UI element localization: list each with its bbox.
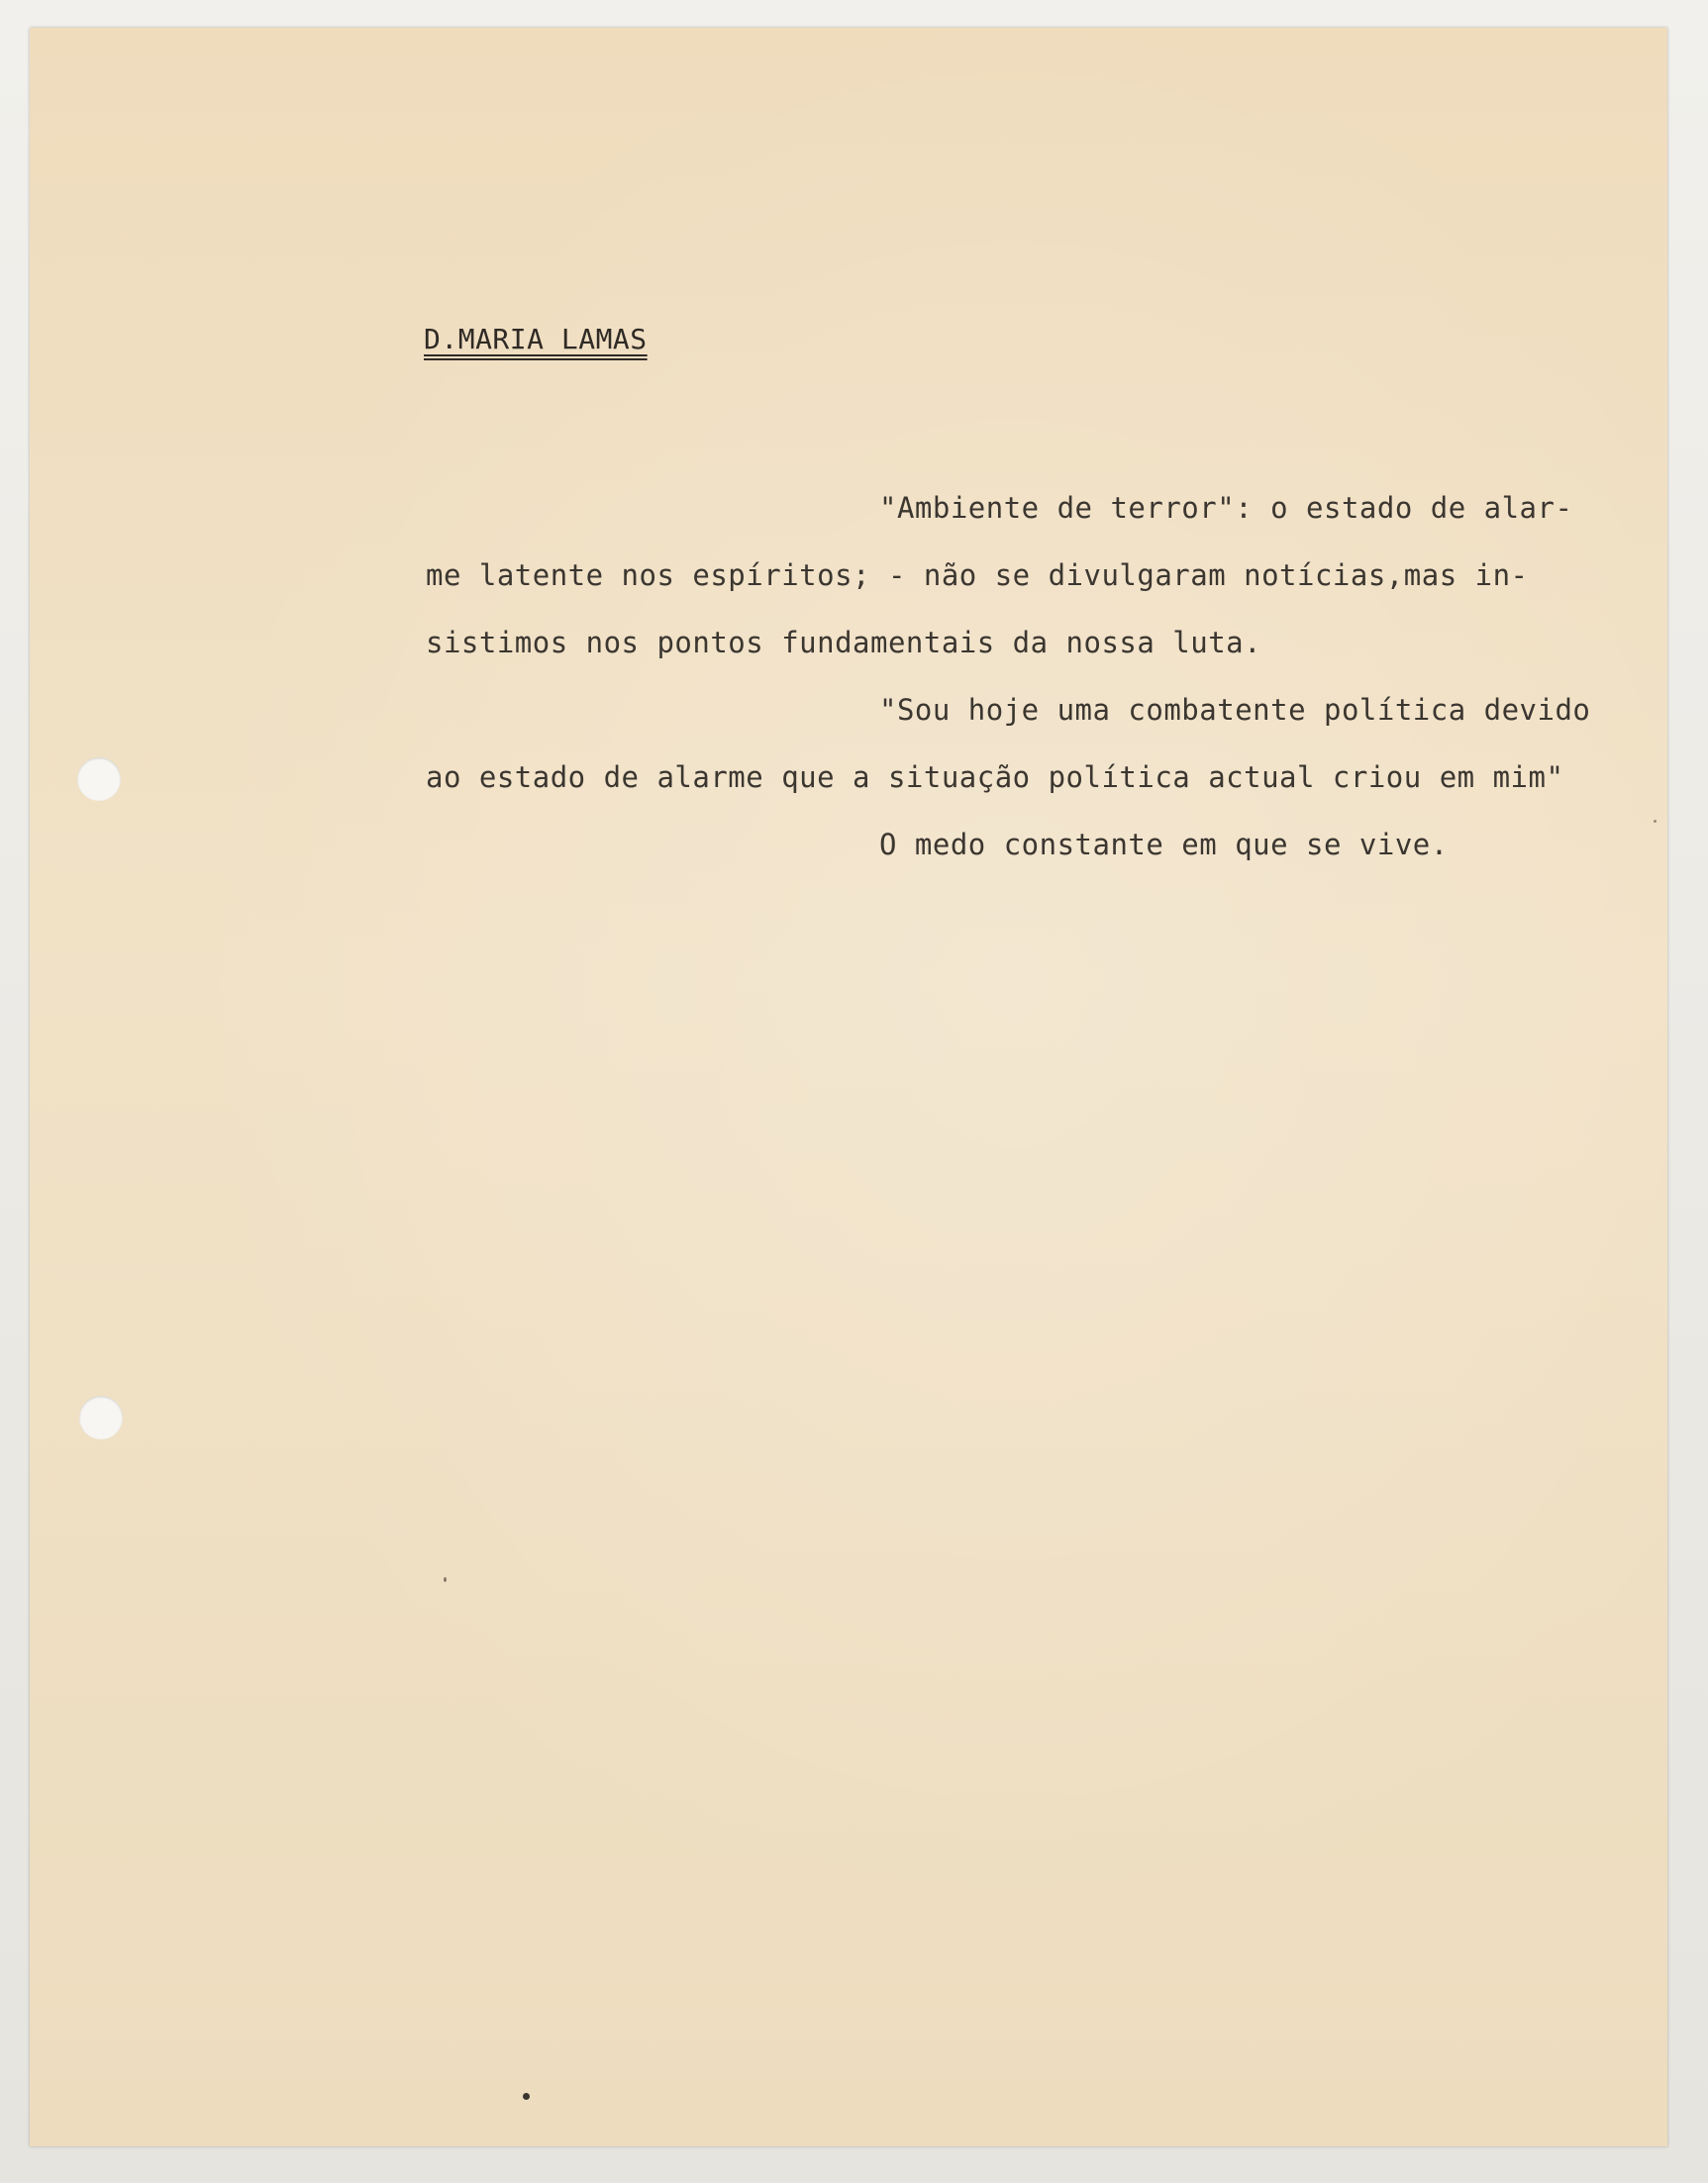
typewritten-page (30, 28, 1667, 2146)
punch-hole-top (77, 757, 121, 801)
text-line-3: sistimos nos pontos fundamentais da nossa luta. (426, 626, 1262, 659)
punch-hole-bottom (79, 1396, 123, 1439)
text-line-1: "Ambiente de terror": o estado de alar- (879, 491, 1573, 525)
text-line-2: me latente nos espíritos; - não se divulgaram notícias,mas in- (426, 558, 1529, 592)
ink-speck (444, 1577, 447, 1582)
text-line-6: O medo constante em que se vive. (879, 828, 1449, 861)
document-heading: D.MARIA LAMAS (424, 323, 648, 355)
ink-speck (523, 2093, 530, 2100)
ink-speck (1654, 820, 1657, 823)
text-line-4: "Sou hoje uma combatente política devido (879, 693, 1591, 727)
text-line-5: ao estado de alarme que a situação política actual criou em mim" (426, 760, 1564, 794)
